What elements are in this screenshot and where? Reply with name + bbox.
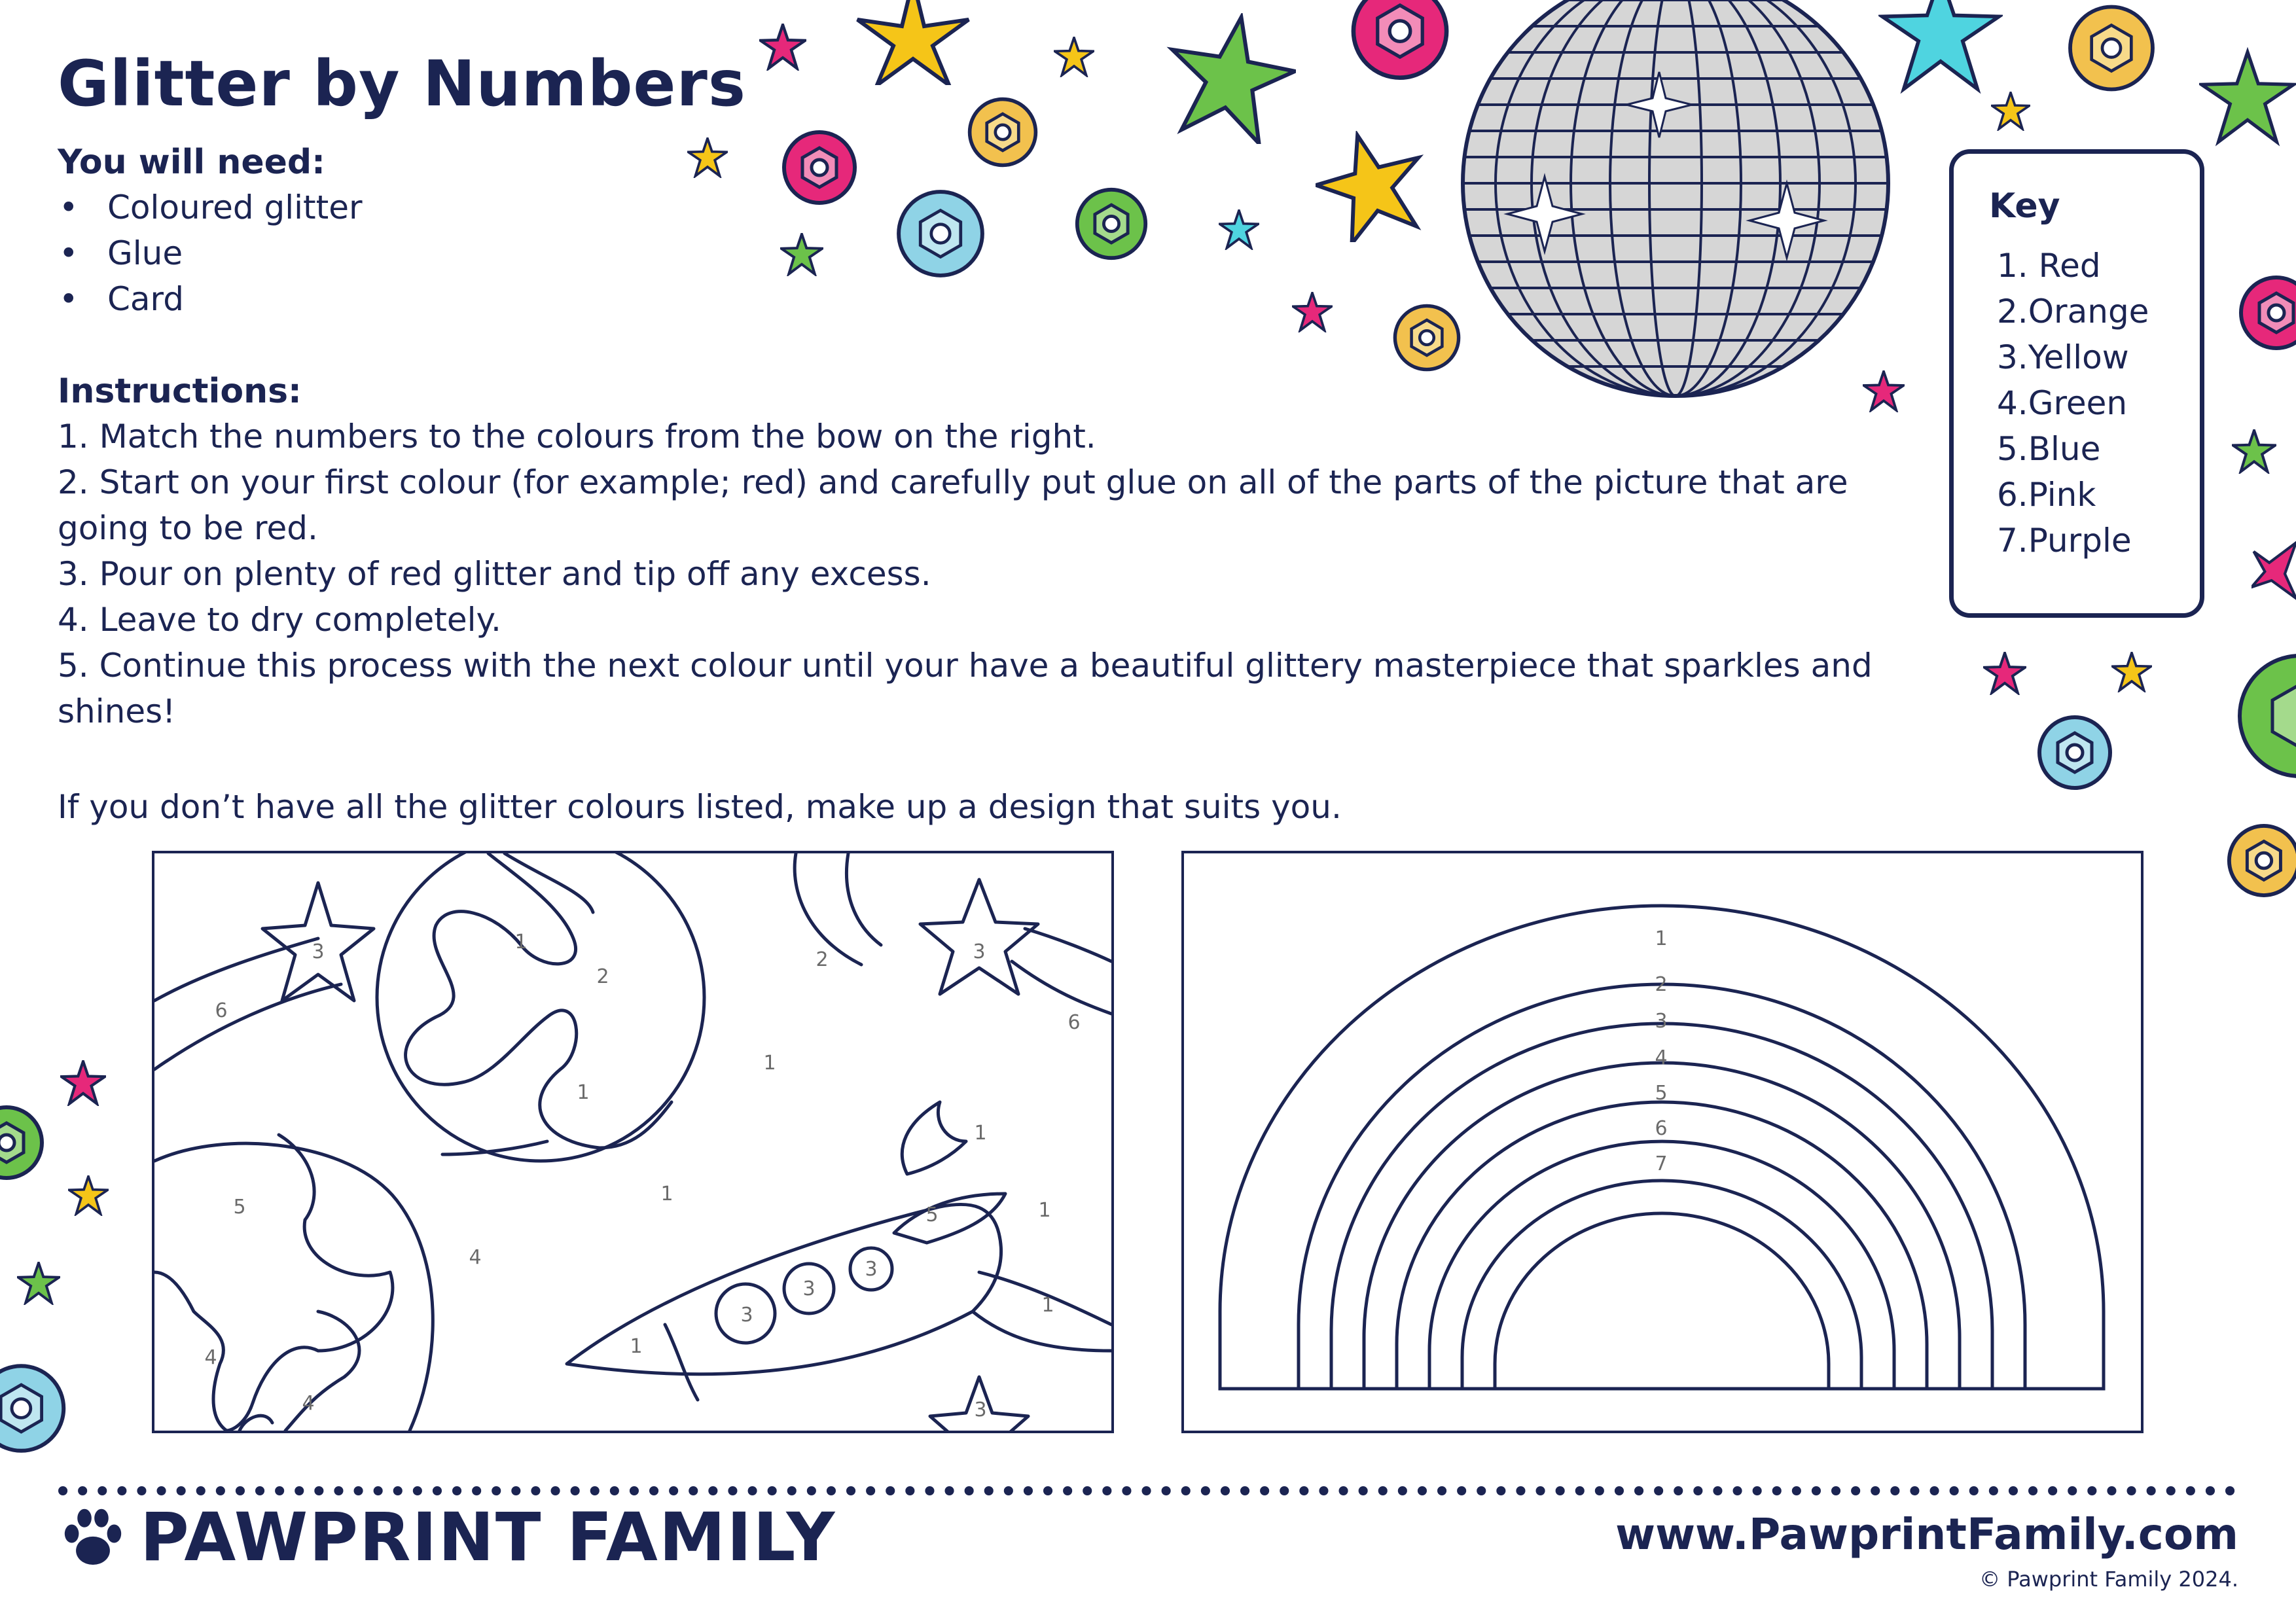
region-number: 4	[302, 1392, 315, 1415]
key-item-pink: 6.Pink	[1997, 476, 2096, 514]
sequin-icon	[2225, 822, 2296, 899]
materials-list-item: • Coloured glitter	[58, 185, 363, 230]
star-icon	[60, 1060, 106, 1106]
star-icon	[17, 1262, 60, 1305]
sequin-icon	[0, 1361, 71, 1455]
star-icon	[2111, 652, 2152, 692]
instructions-heading: Instructions:	[58, 372, 302, 411]
star-icon	[1983, 652, 2026, 695]
key-item-blue: 5.Blue	[1997, 430, 2101, 468]
region-number: 3	[973, 940, 986, 963]
sequin-icon	[966, 96, 1039, 169]
sequin-icon	[2036, 713, 2114, 792]
key-item-green: 4.Green	[1997, 384, 2128, 422]
region-number: 6	[1067, 1011, 1081, 1034]
star-icon	[2232, 429, 2276, 474]
brand-logo	[58, 1499, 836, 1577]
brand-name: PAWPRINT FAMILY	[140, 1499, 836, 1577]
space-colouring-picture	[152, 851, 1114, 1433]
rainbow-band-number: 4	[1655, 1046, 1668, 1069]
star-icon	[1054, 37, 1094, 77]
region-number: 1	[577, 1081, 590, 1104]
star-icon	[1863, 370, 1905, 412]
glitter-note: If you don’t have all the glitter colours listed, make up a design that suits you.	[58, 788, 1342, 826]
key-item-orange: 2.Orange	[1997, 293, 2149, 330]
colour-key-box	[1949, 149, 2204, 618]
rainbow-band-number: 2	[1655, 973, 1668, 996]
website-link[interactable]: www.PawprintFamily.com	[1615, 1509, 2238, 1560]
materials-list	[58, 185, 363, 322]
key-item-yellow: 3.Yellow	[1997, 338, 2129, 376]
sequin-icon	[2236, 652, 2296, 780]
region-number: 3	[740, 1304, 753, 1327]
instruction-step: 1. Match the numbers to the colours from the bow on the right.	[58, 418, 1096, 455]
instruction-step: 5. Continue this process with the next colour until your have a beautiful glittery masterpiece that sparkles and shines!	[58, 647, 1873, 730]
region-number: 2	[596, 965, 609, 988]
region-number: 1	[974, 1122, 987, 1145]
key-item-purple: 7.Purple	[1997, 522, 2132, 560]
region-number: 1	[514, 931, 528, 954]
region-number: 6	[215, 999, 228, 1022]
region-number: 2	[816, 948, 829, 971]
star-icon	[851, 0, 975, 85]
region-number: 5	[233, 1196, 246, 1219]
dotted-divider	[58, 1484, 2244, 1497]
region-number: 3	[974, 1399, 987, 1421]
star-icon	[1878, 0, 2003, 98]
sequin-icon	[1348, 0, 1452, 86]
region-number: 1	[763, 1052, 776, 1075]
star-icon	[2251, 537, 2296, 602]
star-icon	[68, 1175, 109, 1216]
region-number: 1	[1038, 1199, 1051, 1222]
region-number: 4	[469, 1246, 482, 1269]
region-number: 3	[312, 940, 325, 963]
materials-list-item: • Card	[58, 276, 363, 322]
sequin-icon	[894, 187, 987, 280]
sequin-icon	[2066, 0, 2157, 101]
instructions-list	[58, 414, 1877, 734]
sequin-icon	[2237, 274, 2296, 352]
materials-list-item: • Glue	[58, 230, 363, 276]
sequin-icon	[780, 128, 859, 207]
rainbow-band-number: 3	[1655, 1010, 1668, 1033]
star-icon	[780, 233, 823, 276]
instruction-step: 3. Pour on plenty of red glitter and tip off any excess.	[58, 555, 931, 593]
instruction-step: 4. Leave to dry completely.	[58, 601, 501, 639]
region-number: 1	[660, 1183, 673, 1205]
star-icon	[687, 137, 728, 178]
region-number: 5	[925, 1204, 939, 1226]
star-icon	[1292, 292, 1333, 332]
rainbow-band-number: 1	[1655, 927, 1668, 950]
key-title: Key	[1989, 187, 2060, 226]
rainbow-band-number: 5	[1655, 1082, 1668, 1105]
region-number: 3	[865, 1258, 878, 1281]
region-number: 3	[802, 1277, 816, 1300]
instruction-step: 2. Start on your first colour (for example; red) and carefully put glue on all of the parts of the picture that are going to be red.	[58, 463, 1848, 547]
page-title: Glitter by Numbers	[58, 47, 747, 120]
rainbow-band-number: 7	[1655, 1152, 1668, 1175]
star-icon	[1165, 13, 1296, 144]
star-icon	[2199, 39, 2296, 157]
rainbow-band-number: 6	[1655, 1117, 1668, 1140]
sequin-icon	[1073, 186, 1149, 262]
paw-icon	[58, 1502, 128, 1574]
star-icon	[1219, 209, 1259, 250]
star-icon	[1991, 92, 2030, 131]
key-item-red: 1. Red	[1997, 247, 2101, 285]
region-number: 1	[630, 1335, 643, 1358]
copyright-text: © Pawprint Family 2024.	[1979, 1567, 2238, 1592]
disco-ball-icon	[1460, 0, 1898, 406]
key-list	[1997, 243, 2149, 563]
region-number: 1	[1041, 1294, 1054, 1317]
sequin-icon	[1391, 302, 1462, 373]
star-icon	[1316, 131, 1427, 242]
region-number: 4	[204, 1346, 217, 1369]
you-will-need-heading: You will need:	[58, 143, 325, 182]
star-icon	[759, 24, 806, 71]
rainbow-colouring-picture	[1181, 851, 2144, 1433]
sequin-icon	[0, 1103, 46, 1182]
